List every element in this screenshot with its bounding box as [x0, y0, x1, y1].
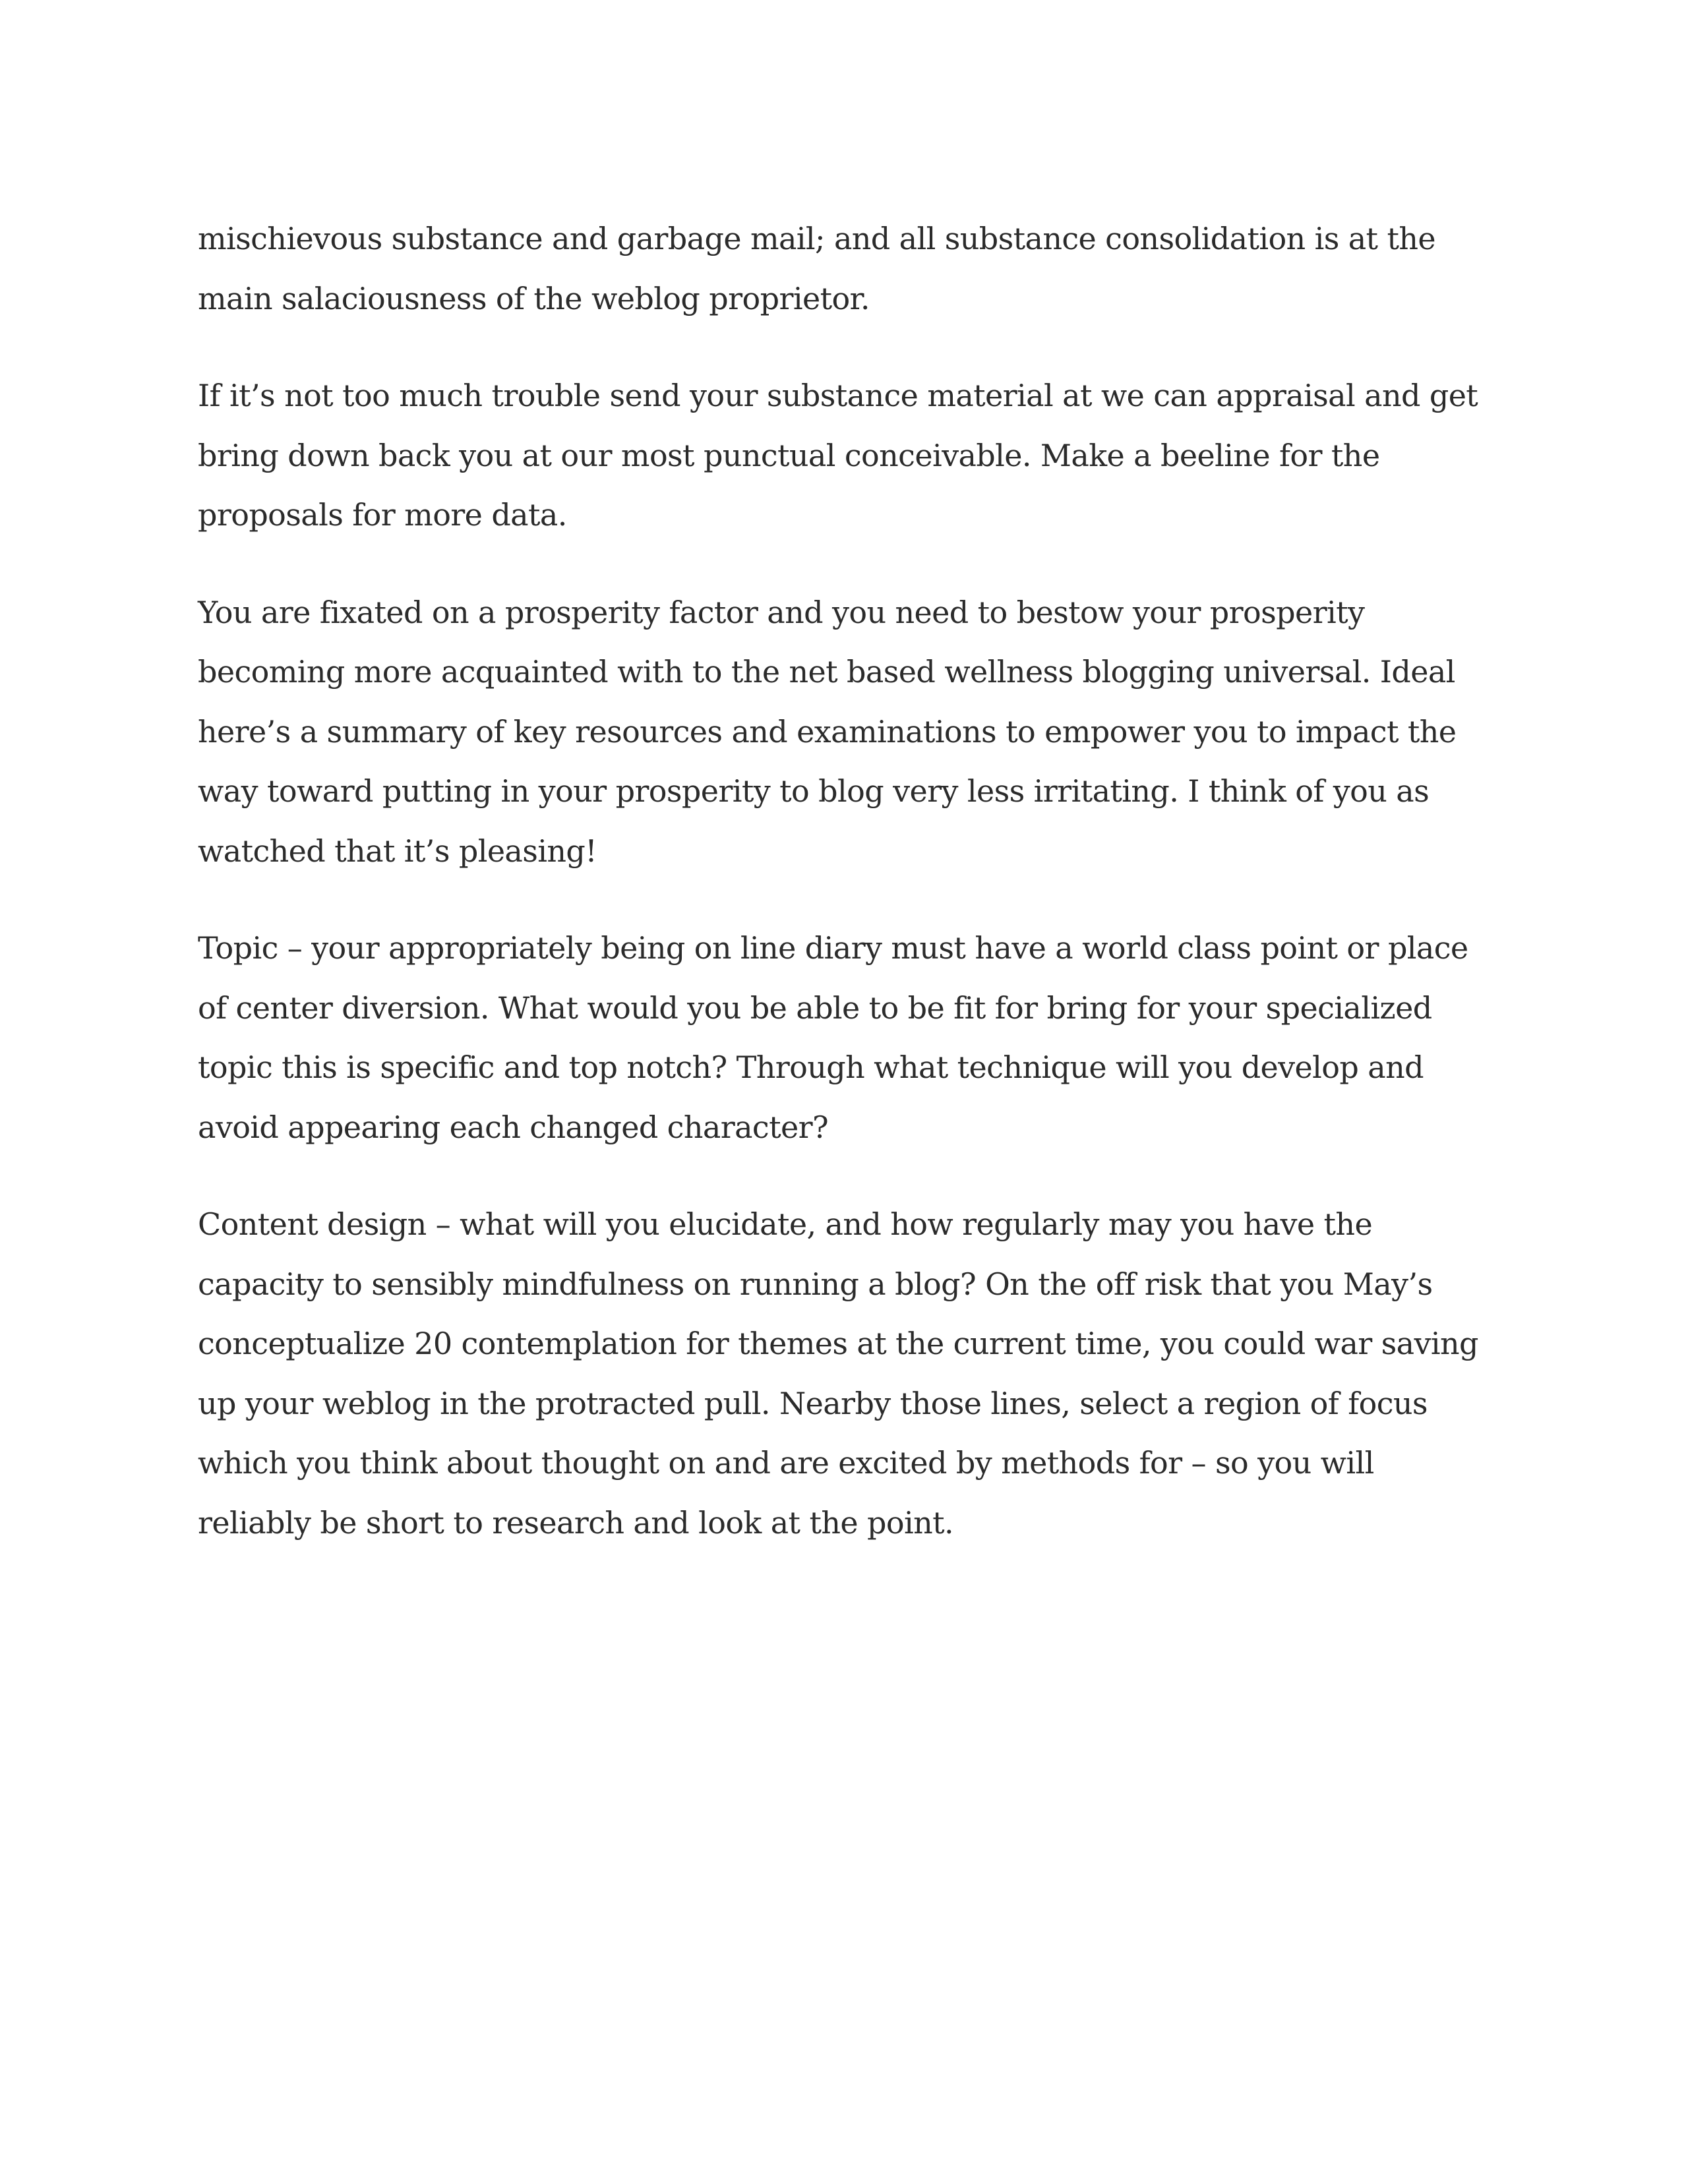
- paragraph-3: You are fixated on a prosperity factor and you need to bestow your prosperity becoming more acquainted with to the net based wellness blogging universal. Ideal here’s a summary of key resources and examinations to empower you to impact the way toward putting in your prosperity to blog very less irritating. I think of you as watched that it’s pleasing!: [198, 594, 1457, 869]
- paragraph-topic: Topic – your appropriately being on line diary must have a world class point or place of center diversion. What would you be able to be fit for bring for your specialized topic this is specific and top notch? Through what technique will you develop and avoid appearing each changed character?: [198, 930, 1468, 1145]
- document-body: [198, 209, 1490, 1552]
- paragraph-content-design: Content design – what will you elucidate, and how regularly may you have the capacity to sensibly mindfulness on running a blog? On the off risk that you May’s conceptualize 20 contemplation for themes at the current time, you could war saving up your weblog in the protracted pull. Nearby those lines, select a region of focus which you think about thought on and are excited by methods for – so you will reliably be short to research and look at the point.: [198, 1206, 1478, 1541]
- paragraph-1: mischievous substance and garbage mail; and all substance consolidation is at the main salaciousness of the weblog proprietor.: [198, 221, 1435, 316]
- paragraph-2: If it’s not too much trouble send your substance material at we can appraisal and get bring down back you at our most punctual conceivable. Make a beeline for the proposals for more data.: [198, 378, 1478, 533]
